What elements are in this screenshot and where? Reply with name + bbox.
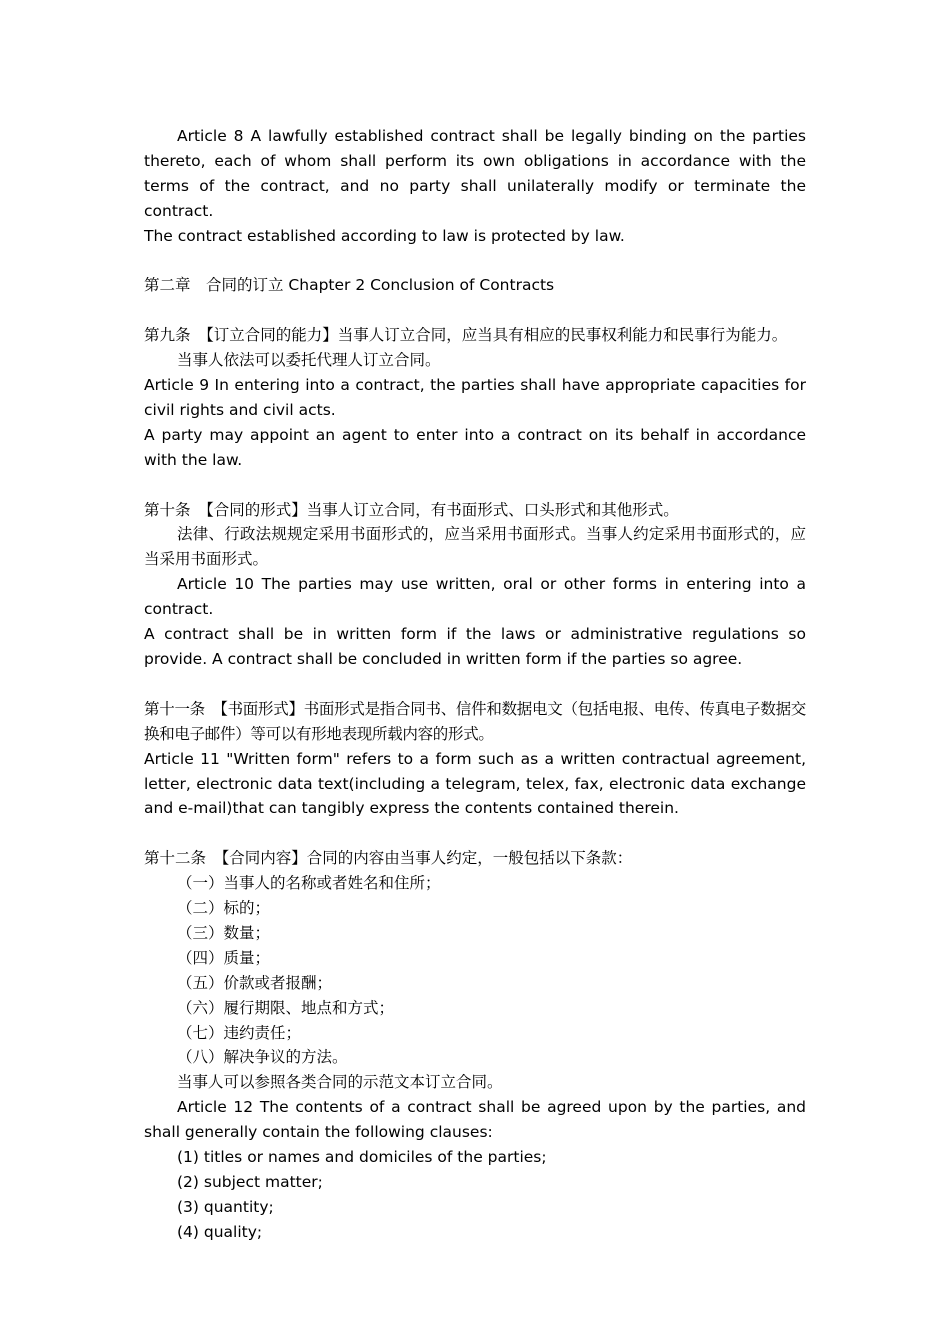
article-10-en-paragraph-2: A contract shall be in written form if the laws or administrative regulations so provide. A contract shall be concluded in written form if the parties so agree.: [144, 625, 806, 668]
article-12-en-item: (4) quality;: [177, 1222, 263, 1241]
article-11-zh-paragraph: 第十一条 【书面形式】书面形式是指合同书、信件和数据电文（包括电报、电传、传真电子数据交换和电子邮件）等可以有形地表现所载内容的形式。: [144, 699, 806, 743]
article-9-zh-paragraph: 第九条 【订立合同的能力】当事人订立合同，应当具有相应的民事权利能力和民事行为能力。: [144, 326, 788, 345]
article-12-zh-item: （七）违约责任；: [177, 1023, 302, 1042]
article-10-en-paragraph: Article 10 The parties may use written, oral or other forms in entering into a contract.: [144, 575, 806, 619]
article-10-zh-paragraph-2: 法律、行政法规规定采用书面形式的，应当采用书面形式。当事人约定采用书面形式的，应当采用书面形式。: [144, 525, 806, 569]
article-12-en-item: (3) quantity;: [177, 1197, 274, 1216]
article-11-en-paragraph: Article 11 "Written form" refers to a form such as a written contractual agreement, letter, electronic data text(including a telegram, telex, fax, electronic data exchange and e-mail)that can tangibly express the contents contained therein.: [144, 749, 806, 818]
article-12-zh-item: （一）当事人的名称或者姓名和住所；: [177, 874, 441, 893]
chapter-2-heading: 第二章 合同的订立 Chapter 2 Conclusion of Contracts: [144, 276, 555, 295]
spacer: [144, 298, 806, 323]
article-12-en-paragraph: Article 12 The contents of a contract shall be agreed upon by the parties, and shall generally contain the following clauses:: [144, 1098, 806, 1142]
article-12-zh-item: （四）质量；: [177, 948, 271, 967]
article-9-en-paragraph: Article 9 In entering into a contract, the parties shall have appropriate capacities for civil rights and civil acts.: [144, 376, 806, 419]
spacer: [144, 473, 806, 498]
article-12-en-item: (2) subject matter;: [177, 1172, 323, 1191]
document-page: [144, 124, 806, 1245]
article-12-zh-paragraph-2: 当事人可以参照各类合同的示范文本订立合同。: [177, 1073, 503, 1092]
article-12-zh-item: （三）数量；: [177, 923, 271, 942]
article-8-en-paragraph: Article 8 A lawfully established contract shall be legally binding on the parties thereto, each of whom shall perform its own obligations in accordance with the terms of the contract, and no party shall unilaterally modify or terminate the contract.: [144, 127, 806, 220]
spacer: [144, 672, 806, 697]
spacer: [144, 249, 806, 274]
article-12-en-item: (1) titles or names and domiciles of the parties;: [177, 1148, 547, 1167]
article-8-en-paragraph-2: The contract established according to law is protected by law.: [144, 226, 625, 245]
article-12-zh-item: （二）标的；: [177, 899, 271, 918]
article-9-en-paragraph-2: A party may appoint an agent to enter into a contract on its behalf in accordance with the law.: [144, 425, 806, 469]
article-10-zh-paragraph: 第十条 【合同的形式】当事人订立合同，有书面形式、口头形式和其他形式。: [144, 500, 679, 519]
article-9-zh-paragraph-2: 当事人依法可以委托代理人订立合同。: [177, 351, 441, 370]
article-12-zh-item: （六）履行期限、地点和方式；: [177, 998, 395, 1017]
spacer: [144, 821, 806, 846]
article-12-zh-item: （五）价款或者报酬；: [177, 973, 333, 992]
article-12-zh-item: （八）解决争议的方法。: [177, 1048, 348, 1067]
article-12-zh-paragraph: 第十二条 【合同内容】合同的内容由当事人约定，一般包括以下条款：: [144, 849, 633, 868]
